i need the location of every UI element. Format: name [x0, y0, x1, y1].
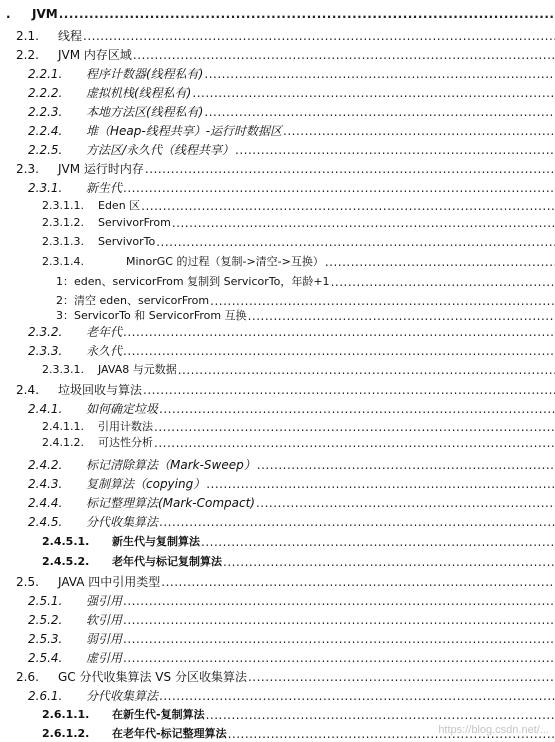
toc-entry[interactable] [28, 178, 555, 195]
toc-leader-dots [161, 575, 555, 589]
toc-number: 2.3. [16, 162, 39, 176]
toc-title: ServivorFrom [98, 216, 171, 229]
toc-entry[interactable] [42, 360, 555, 377]
watermark: https://blog.csdn.net/... [438, 724, 549, 736]
toc-number: 2.4.1. [28, 402, 63, 416]
toc-entry[interactable] [42, 705, 555, 722]
toc-title: 在老年代-标记整理算法 [112, 727, 227, 740]
toc-title: 虚拟机栈(线程私有) [86, 86, 192, 100]
toc-entry[interactable] [28, 140, 555, 157]
toc-entry[interactable] [28, 591, 555, 608]
toc-title: 3：ServicorTo 和 ServicorFrom 互换 [56, 309, 247, 322]
toc-title: 2：清空 eden、servicorFrom [56, 294, 210, 307]
toc-entry[interactable] [42, 196, 555, 213]
toc-leader-dots [159, 515, 555, 529]
toc-leader-dots [123, 632, 555, 646]
toc-entry[interactable] [42, 433, 555, 450]
toc-entry[interactable] [28, 455, 555, 472]
toc-title: JVM 运行时内存 [58, 162, 144, 176]
toc-number: 2.2.2. [28, 86, 63, 100]
toc-title: 本地方法区(线程私有) [86, 105, 204, 119]
toc-entry[interactable] [28, 629, 555, 646]
toc-title: 可达性分析 [98, 436, 153, 449]
toc-leader-dots [192, 86, 555, 100]
toc-title: 标记整理算法(Mark-Compact) [86, 496, 255, 510]
toc-leader-dots [235, 143, 555, 157]
toc-title: 程序计数器(线程私有) [86, 67, 204, 81]
toc-title: JAVA 四中引用类型 [58, 575, 161, 589]
toc-number: 2.5.4. [28, 651, 63, 665]
toc-title: 引用计数法 [98, 420, 153, 433]
toc-number: 2.4.4. [28, 496, 63, 510]
toc-entry[interactable] [28, 648, 555, 665]
toc-entry[interactable] [42, 232, 555, 249]
toc-entry[interactable] [16, 667, 555, 684]
toc-leader-dots [59, 7, 555, 21]
toc-title: 分代收集算法 [86, 689, 159, 703]
toc-number: 2.4.5. [28, 515, 63, 529]
toc-entry[interactable] [16, 159, 555, 176]
toc-leader-dots [223, 555, 555, 569]
toc-number: 2.4.1.1. [42, 420, 84, 433]
toc-number: 2.4.3. [28, 477, 63, 491]
toc-entry[interactable] [56, 272, 555, 289]
toc-number: 2.6.1. [28, 689, 63, 703]
toc-number: 2.4.2. [28, 458, 63, 472]
toc-title: 堆（Heap-线程共享）-运行时数据区 [86, 124, 283, 138]
toc-leader-dots [206, 708, 555, 722]
toc-entry[interactable] [28, 610, 555, 627]
toc-entry[interactable] [16, 26, 555, 43]
toc-title: 1：eden、servicorFrom 复制到 ServicorTo，年龄+1 [56, 275, 330, 288]
toc-title: 方法区/永久代（线程共享） [86, 143, 235, 157]
toc-leader-dots [123, 594, 555, 608]
toc-entry[interactable] [28, 474, 555, 491]
toc-number: 2.6.1.2. [42, 727, 90, 740]
toc-number: . [6, 7, 11, 21]
toc-number: 2.4.1.2. [42, 436, 84, 449]
toc-leader-dots [204, 67, 555, 81]
toc-leader-dots [156, 235, 555, 249]
toc-leader-dots [325, 255, 555, 269]
toc-entry[interactable] [42, 532, 555, 549]
toc-number: 2.3.1.1. [42, 199, 84, 212]
toc-title: 如何确定垃圾 [86, 402, 159, 416]
toc-title: 老年代与标记复制算法 [112, 555, 222, 568]
toc-leader-dots [141, 199, 555, 213]
toc-title: JAVA8 与元数据 [98, 363, 177, 376]
toc-title: JVM [32, 7, 58, 21]
toc-entry[interactable] [42, 552, 555, 569]
toc-number: 2.2.4. [28, 124, 63, 138]
toc-entry[interactable] [28, 686, 555, 703]
toc-entry[interactable] [28, 121, 555, 138]
toc-leader-dots [283, 124, 555, 138]
toc-number: 2.1. [16, 29, 39, 43]
toc-number: 2.4.5.1. [42, 535, 90, 548]
toc-leader-dots [83, 29, 555, 43]
toc-entry[interactable] [28, 64, 555, 81]
toc-title: JVM 内存区域 [58, 48, 132, 62]
toc-number: 2.2.5. [28, 143, 63, 157]
toc-entry[interactable] [28, 102, 555, 119]
toc-title: 软引用 [86, 613, 123, 627]
toc-leader-dots [143, 383, 555, 397]
toc-leader-dots [154, 436, 555, 450]
toc-title: 新生代与复制算法 [112, 535, 200, 548]
toc-leader-dots [201, 535, 555, 549]
toc-leader-dots [133, 48, 555, 62]
toc-leader-dots [159, 689, 555, 703]
toc-leader-dots [257, 458, 555, 472]
toc-number: 2.2.1. [28, 67, 63, 81]
toc-number: 2.3.1.4. [42, 255, 84, 268]
toc-leader-dots [123, 325, 555, 339]
toc-title: 标记清除算法（Mark-Sweep） [86, 458, 256, 472]
toc-number: 2.4.5.2. [42, 555, 90, 568]
toc-entry[interactable] [28, 83, 555, 100]
toc-entry[interactable] [16, 380, 555, 397]
toc-entry[interactable] [28, 493, 555, 510]
toc-number: 2.3.1.3. [42, 235, 84, 248]
toc-leader-dots [331, 275, 555, 289]
toc-number: 2.3.3. [28, 344, 63, 358]
toc-title: 分代收集算法 [86, 515, 159, 529]
toc-number: 2.5.2. [28, 613, 63, 627]
toc-leader-dots [256, 496, 555, 510]
toc-leader-dots [159, 402, 555, 416]
toc-number: 2.6. [16, 670, 39, 684]
toc-title: MinorGC 的过程（复制->清空->互换） [126, 255, 324, 268]
toc-entry[interactable] [42, 213, 555, 230]
toc-leader-dots [123, 181, 555, 195]
toc-entry[interactable] [16, 45, 555, 62]
toc-number: 2.2.3. [28, 105, 63, 119]
toc-entry-jvm[interactable] [6, 4, 555, 21]
toc-entry[interactable] [28, 512, 555, 529]
toc-title: 复制算法（copying） [86, 477, 206, 491]
toc-number: 2.5.1. [28, 594, 63, 608]
toc-title: 弱引用 [86, 632, 123, 646]
toc-leader-dots [172, 216, 555, 230]
toc-entry[interactable] [28, 341, 555, 358]
toc-entry[interactable] [28, 322, 555, 339]
toc-title: GC 分代收集算法 VS 分区收集算法 [58, 670, 247, 684]
toc-leader-dots [248, 670, 555, 684]
toc-number: 2.5. [16, 575, 39, 589]
toc-leader-dots [154, 420, 555, 434]
toc-leader-dots [204, 105, 555, 119]
toc-title: 虚引用 [86, 651, 123, 665]
toc-number: 2.3.3.1. [42, 363, 84, 376]
toc-title: ServivorTo [98, 235, 156, 248]
toc-number: 2.2. [16, 48, 39, 62]
toc-number: 2.6.1.1. [42, 708, 90, 721]
toc-title: 垃圾回收与算法 [58, 383, 143, 397]
toc-entry[interactable] [56, 306, 555, 323]
toc-title: 线程 [58, 29, 83, 43]
toc-leader-dots [178, 363, 555, 377]
toc-number: 2.3.1. [28, 181, 63, 195]
toc-leader-dots [206, 477, 555, 491]
toc-number: 2.5.3. [28, 632, 63, 646]
toc-title: Eden 区 [98, 199, 141, 212]
toc-leader-dots [123, 344, 555, 358]
toc-number: 2.3.2. [28, 325, 63, 339]
toc-title: 新生代 [86, 181, 123, 195]
toc-title: 强引用 [86, 594, 123, 608]
toc-title: 在新生代-复制算法 [112, 708, 205, 721]
toc-leader-dots [123, 613, 555, 627]
toc-entry[interactable] [16, 572, 555, 589]
toc-number: 2.3.1.2. [42, 216, 84, 229]
toc-number: 2.4. [16, 383, 39, 397]
toc-entry[interactable] [28, 399, 555, 416]
toc-title: 永久代 [86, 344, 123, 358]
toc-leader-dots [145, 162, 555, 176]
toc-leader-dots [248, 309, 555, 323]
toc-entry[interactable] [42, 252, 555, 269]
toc-leader-dots [123, 651, 555, 665]
toc-entry[interactable] [42, 417, 555, 434]
toc-title: 老年代 [86, 325, 123, 339]
